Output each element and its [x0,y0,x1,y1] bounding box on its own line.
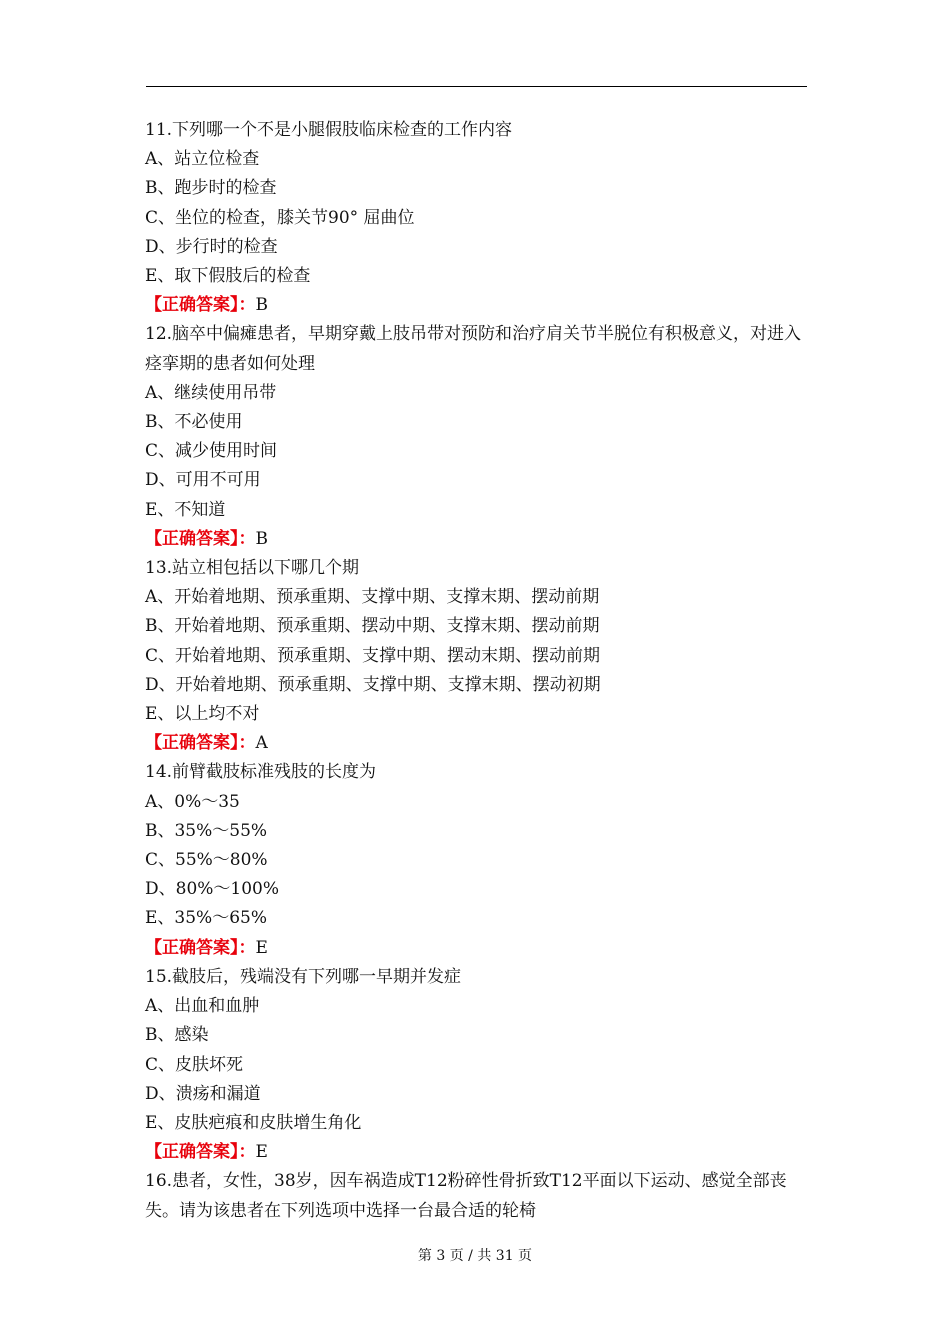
option-b: B、不必使用 [145,412,243,433]
option-a: A、继续使用吊带 [145,382,277,403]
option-b: B、35%～55% [145,820,268,841]
answer-value: B [255,528,268,549]
answer-value: E [255,1142,268,1163]
option-c: C、皮肤坏死 [145,1054,244,1075]
correct-answer [145,291,817,320]
question-stem: 11.下列哪一个不是小腿假肢临床检查的工作内容 [145,120,513,140]
option-d: D、步行时的检查 [145,236,278,257]
question-stem: 16.患者，女性，38岁，因车祸造成T12粉碎性骨折致T12平面以下运动、感觉全部丧失。请为该患者在下列选项中选择一台最合适的轮椅 [145,1171,787,1221]
option-b: B、感染 [145,1025,209,1046]
question-stem: 15.截肢后，残端没有下列哪一早期并发症 [145,966,462,987]
correct-answer [145,1138,817,1167]
question-stem: 12.脑卒中偏瘫患者，早期穿戴上肢吊带对预防和治疗肩关节半脱位有积极意义，对进入痉挛期的患者如何处理 [145,324,802,374]
option-e: E、取下假肢后的检查 [145,266,311,287]
option-d: D、溃疡和漏道 [145,1083,261,1104]
answer-label: 【正确答案】： [145,1142,256,1163]
option-c: C、坐位的检查，膝关节90° 屈曲位 [145,207,415,228]
option-e: E、以上均不对 [145,704,260,725]
option-d: D、开始着地期、预承重期、支撑中期、支撑末期、摆动初期 [145,674,601,695]
correct-answer [145,525,817,554]
question-stem: 13.站立相包括以下哪几个期 [145,558,360,579]
question-stem: 14.前臂截肢标准残肢的长度为 [145,762,377,783]
option-c: C、55%～80% [145,850,268,871]
question-15 [145,963,817,1167]
question-11 [145,116,817,320]
option-e: E、皮肤疤痕和皮肤增生角化 [145,1112,362,1133]
answer-label: 【正确答案】： [145,937,256,958]
option-d: D、可用不可用 [145,470,261,491]
correct-answer [145,729,817,758]
correct-answer [145,934,817,963]
answer-label: 【正确答案】： [145,295,256,316]
answer-value: E [255,937,268,958]
option-e: E、35%～65% [145,908,267,929]
option-d: D、80%～100% [145,879,280,900]
option-b: B、开始着地期、预承重期、摆动中期、支撑末期、摆动前期 [145,616,600,637]
option-a: A、站立位检查 [145,149,260,170]
header-rule [146,86,807,87]
question-14 [145,758,817,962]
question-12 [145,320,817,554]
question-list [145,116,817,1226]
option-c: C、开始着地期、预承重期、支撑中期、摆动末期、摆动前期 [145,645,601,666]
option-e: E、不知道 [145,499,226,520]
answer-label: 【正确答案】： [145,733,256,754]
question-16 [145,1167,817,1225]
answer-value: A [255,733,268,754]
option-b: B、跑步时的检查 [145,178,277,199]
question-13 [145,554,817,758]
option-a: A、出血和血肿 [145,996,260,1017]
option-a: A、0%～35 [145,791,240,812]
answer-label: 【正确答案】： [145,528,256,549]
page-footer: 第 3 页 / 共 31 页 [417,1248,533,1264]
option-c: C、减少使用时间 [145,441,278,462]
option-a: A、开始着地期、预承重期、支撑中期、支撑末期、摆动前期 [145,587,600,608]
answer-value: B [255,295,268,316]
